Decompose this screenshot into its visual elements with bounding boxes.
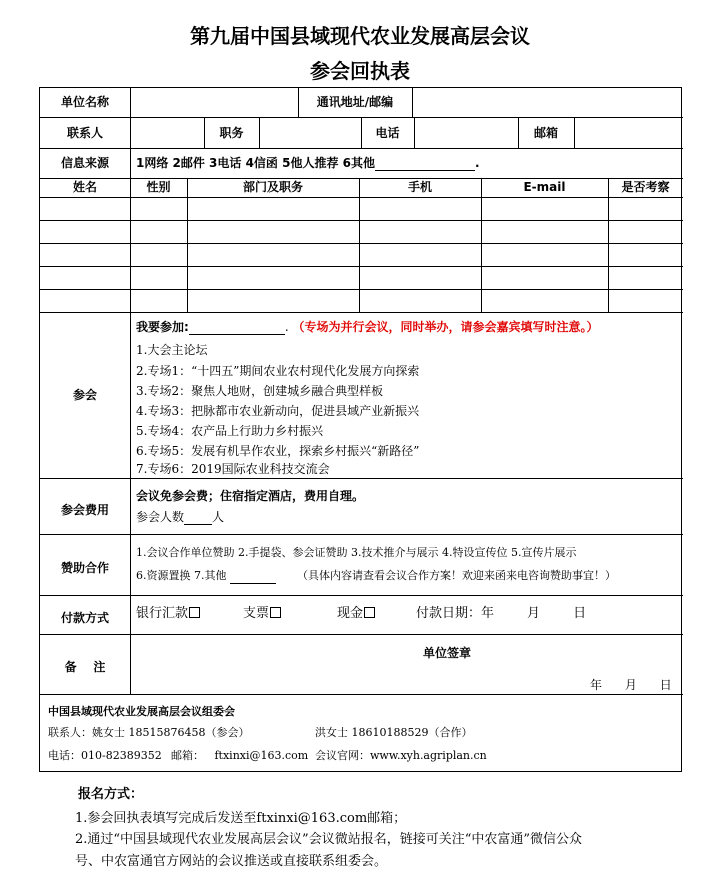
col-header-department: 部门及职务 (242, 180, 303, 194)
fee-label: 参会费用 (60, 503, 109, 517)
registration-heading: 报名方式： (78, 787, 144, 802)
registration-line-3: 号、中农富通官方网站的会议推送或直接联系组委会。 (75, 854, 388, 869)
unit-name-label: 单位名称 (60, 95, 109, 109)
session-item: 6.专场5：发展有机旱作农业，探索乡村振兴“新路径” (136, 444, 420, 458)
organizer-email: 邮箱： ftxinxi@163.com (171, 749, 309, 762)
organizer-name: 中国县域现代农业发展高层会议组委会 (48, 705, 235, 718)
signature-label: 单位签章 (423, 646, 472, 660)
payment-bank: 银行汇款 (136, 606, 200, 622)
form-title: 参会回执表 (310, 59, 410, 83)
info-source-label: 信息来源 (60, 156, 109, 170)
col-header-gender: 性别 (146, 180, 171, 194)
remarks-label: 备 注 (64, 660, 106, 674)
session-item: 2.专场1：“十四五”期间农业农村现代化发展方向探索 (136, 364, 420, 378)
payment-date: 付款日期：年 月 日 (416, 606, 587, 621)
page-title: 第九届中国县域现代农业发展高层会议 (190, 24, 530, 48)
col-header-name: 姓名 (72, 180, 97, 194)
signature-date: 年 月 日 (590, 678, 672, 692)
participation-label: 参会 (72, 388, 97, 402)
sponsor-other: 6.资源置换 7.其他 （具体内容请查看会议合作方案！欢迎来函来电咨询赞助事宜！） (136, 569, 616, 582)
session-item: 1.大会主论坛 (136, 343, 208, 357)
organizer-website[interactable]: 会议官网：www.xyh.agriplan.cn (315, 749, 487, 762)
contact-label: 联系人 (66, 126, 103, 140)
registration-line-2: 2.通过“中国县域现代农业发展高层会议”会议微站报名，链接可关注“中农富通”微信公众 (75, 832, 582, 847)
payment-check: 支票 (243, 606, 281, 622)
col-header-email: E-mail (523, 180, 566, 194)
registration-line-1: 1.参会回执表填写完成后发送至ftxinxi@163.com邮箱； (75, 811, 407, 826)
payment-cash: 现金 (337, 606, 375, 622)
participation-note: （专场为并行会议，同时举办，请参会嘉宾填写时注意。） (292, 320, 599, 334)
organizer-contact-2: 洪女士 18610188529（合作） (315, 726, 473, 739)
attendee-count: 参会人数 人 (136, 510, 225, 524)
fee-note: 会议免参会费；住宿指定酒店，费用自理。 (136, 489, 365, 503)
session-item: 5.专场4：农产品上行助力乡村振兴 (136, 424, 324, 438)
session-item: 7.专场6：2019国际农业科技交流会 (136, 462, 330, 476)
col-header-visit: 是否考察 (621, 180, 670, 194)
info-source-options: 1网络 2邮件 3电话 4信函 5他人推荐 6其他 . (136, 156, 480, 170)
payment-label: 付款方式 (60, 611, 109, 625)
sponsor-options: 1.会议合作单位赞助 2.手提袋、参会证赞助 3.技术推介与展示 4.特设宣传位 5.宣传片展示 (136, 546, 577, 559)
organizer-contact-1: 联系人：姚女士 18515876458（参会） (48, 726, 250, 739)
sponsor-note: （具体内容请查看会议合作方案！欢迎来函来电咨询赞助事宜！） (296, 569, 616, 582)
email-label: 邮箱 (533, 126, 558, 140)
position-label: 职务 (219, 126, 244, 140)
session-item: 4.专场3：把脉都市农业新动向，促进县域产业新振兴 (136, 404, 420, 418)
bank-checkbox[interactable] (189, 607, 200, 618)
sponsor-label: 赞助合作 (60, 561, 109, 575)
session-item: 3.专场2：聚焦人地财，创建城乡融合典型样板 (136, 384, 384, 398)
check-checkbox[interactable] (270, 607, 281, 618)
cash-checkbox[interactable] (364, 607, 375, 618)
organizer-tel: 电话：010-82389352 (48, 749, 162, 762)
col-header-mobile: 手机 (407, 180, 432, 194)
address-label: 通讯地址/邮编 (316, 95, 394, 109)
phone-label: 电话 (375, 126, 400, 140)
registration-form-table (39, 87, 682, 772)
participation-choice: 我要参加: . （专场为并行会议，同时举办，请参会嘉宾填写时注意。） (136, 320, 599, 334)
